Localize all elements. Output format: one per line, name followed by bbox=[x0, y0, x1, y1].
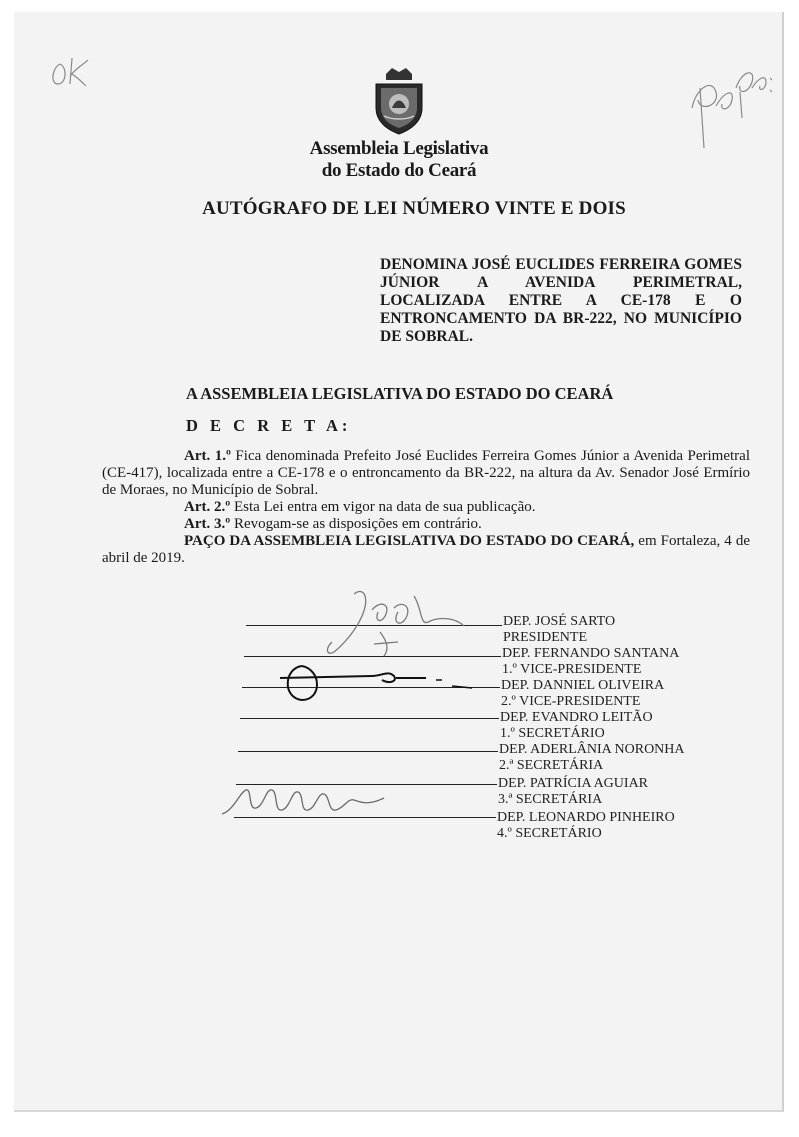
signatory-7-name: DEP. LEONARDO PINHEIRO bbox=[497, 810, 675, 825]
article-2 bbox=[102, 499, 750, 516]
signatory-3 bbox=[501, 678, 664, 709]
ementa: DENOMINA JOSÉ EUCLIDES FERREIRA GOMES JÚNIOR A AVENIDA PERIMETRAL, LOCALIZADA ENTRE A CE-178 E O ENTRONCAMENTO DA BR-222, NO MUNICÍPIO DE SOBRAL. bbox=[380, 256, 742, 345]
article-1-label: Art. 1.º bbox=[184, 448, 231, 464]
article-1 bbox=[102, 448, 750, 499]
signature-line bbox=[240, 718, 499, 719]
signatory-5 bbox=[499, 742, 685, 773]
signatory-4 bbox=[500, 710, 653, 741]
article-3 bbox=[102, 516, 750, 533]
handwritten-signature-president bbox=[294, 582, 474, 662]
closing-bold: PAÇO DA ASSEMBLEIA LEGISLATIVA DO ESTADO DO CEARÁ, bbox=[184, 533, 635, 549]
closing-line bbox=[102, 533, 750, 567]
signatory-1-name: DEP. JOSÉ SARTO bbox=[503, 614, 616, 629]
signatory-6 bbox=[498, 776, 648, 807]
signatory-4-name: DEP. EVANDRO LEITÃO bbox=[500, 710, 653, 725]
institution-name bbox=[254, 138, 544, 182]
signatory-2-name: DEP. FERNANDO SANTANA bbox=[502, 646, 680, 661]
law-body bbox=[102, 448, 750, 567]
handwritten-signature-vice-president bbox=[276, 652, 476, 712]
article-3-text: Revogam-se as disposições em contrário. bbox=[230, 516, 482, 532]
assembly-heading: A ASSEMBLEIA LEGISLATIVA DO ESTADO DO CEARÁ bbox=[186, 384, 614, 403]
signatory-1 bbox=[503, 614, 615, 645]
signatory-1-role: PRESIDENTE bbox=[503, 629, 587, 645]
handwritten-note-ok bbox=[48, 54, 98, 92]
institution-line-2: do Estado do Ceará bbox=[321, 160, 477, 181]
article-2-text: Esta Lei entra em vigor na data de sua publicação. bbox=[230, 499, 536, 515]
article-1-text: Fica denominada Prefeito José Euclides Ferreira Gomes Júnior a Avenida Perimetral (CE-417), localizada entre a CE-178 e o entroncamento da BR-222, na altura da Av. Senador José Ermírio de Moraes, no Município de Sobral. bbox=[102, 448, 750, 498]
article-3-label: Art. 3.º bbox=[184, 516, 231, 532]
decreta-heading: D E C R E T A: bbox=[186, 416, 352, 435]
signatory-3-role: 2.º VICE-PRESIDENTE bbox=[501, 693, 641, 709]
signatory-3-name: DEP. DANNIEL OLIVEIRA bbox=[501, 678, 665, 693]
signatory-7-role: 4.º SECRETÁRIO bbox=[497, 825, 602, 841]
document-page bbox=[14, 12, 784, 1112]
signatory-6-name: DEP. PATRÍCIA AGUIAR bbox=[498, 776, 649, 791]
article-2-label: Art. 2.º bbox=[184, 499, 231, 515]
document-title: AUTÓGRAFO DE LEI NÚMERO VINTE E DOIS bbox=[202, 198, 626, 219]
signature-line bbox=[238, 751, 498, 752]
signatory-2 bbox=[502, 646, 679, 677]
signatory-4-role: 1.º SECRETÁRIO bbox=[500, 725, 605, 741]
closing-rest: em Fortaleza, 4 de abril de 2019. bbox=[102, 533, 750, 566]
institution-line-1: Assembleia Legislativa bbox=[309, 138, 489, 159]
handwritten-signature-third-secretary bbox=[218, 780, 388, 822]
signatory-2-role: 1.º VICE-PRESIDENTE bbox=[502, 661, 642, 677]
signatory-5-name: DEP. ADERLÂNIA NORONHA bbox=[499, 742, 685, 757]
signatory-6-role: 3.ª SECRETÁRIA bbox=[498, 791, 603, 807]
state-coat-of-arms-icon bbox=[372, 64, 426, 136]
signatory-5-role: 2.ª SECRETÁRIA bbox=[499, 757, 604, 773]
signatory-7 bbox=[497, 810, 675, 841]
handwritten-note-pefe bbox=[682, 48, 778, 158]
